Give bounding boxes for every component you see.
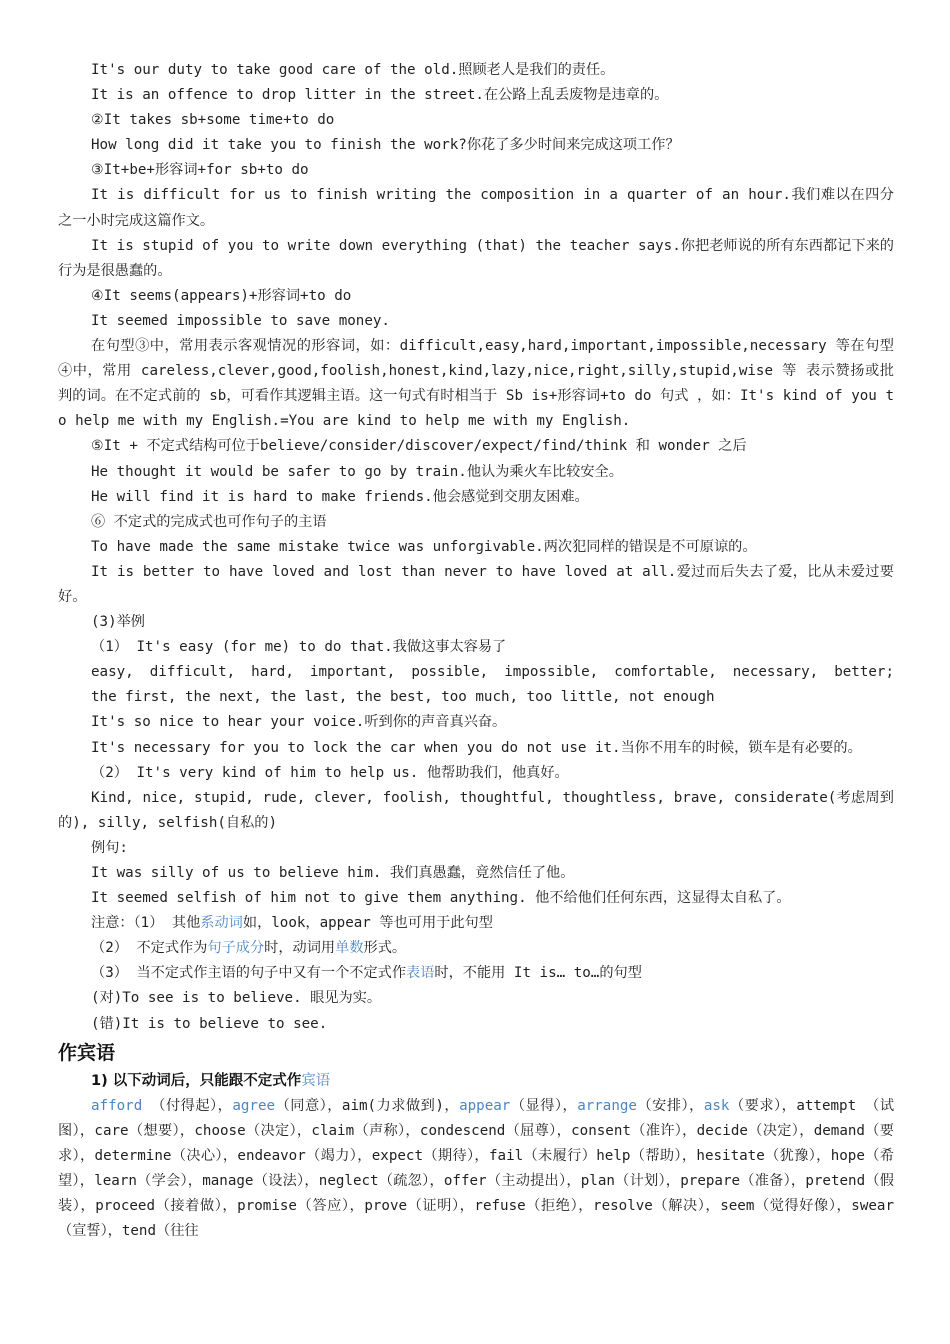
note-line: 注意：（1） 其他系动词如，look，appear 等也可用于此句型: [91, 915, 493, 932]
link-predicative[interactable]: 表语: [406, 965, 435, 982]
example-sentence: It is an offence to drop litter in the street.在公路上乱丢废物是违章的。: [91, 87, 669, 104]
example-sentence: It's our duty to take good care of the old.照顾老人是我们的责任。: [91, 62, 615, 78]
example-sentence: It was silly of us to believe him. 我们真愚蠢，竟然信任了他。: [91, 865, 575, 881]
verb-list: afford （付得起），agree（同意），aim(力求做到)，appear（显得），arrange（安排），ask（要求），attempt （试图），care（想要），choose（决定），claim（声称），condescend（屈尊），consent（准许），decide（决定），demand（要求），determine（决心），endeavor（竭力），expect（期待），fail（未履行）help（帮助），hesitate（犹豫），hope（希望），learn（学会），manage（设法），neglect（疏忽），offer（主动提出），plan（计划），prepare（准备），pretend（假装），proceed（接着做），promise（答应），prove（证明），refuse（拒绝），resolve（解决），seem（觉得好像），swear（宣誓），tend（往往: [58, 1097, 895, 1240]
example-sentence: It seemed selfish of him not to give them anything. 他不给他们任何东西，这显得太自私了。: [91, 890, 791, 907]
subsection-heading: 1) 以下动词后，只能跟不定式作宾语: [91, 1072, 331, 1089]
pattern-heading: ③It+be+形容词+for sb+to do: [91, 162, 309, 179]
link-sentence-element[interactable]: 句子成分: [207, 940, 265, 957]
example-sentence: （1） It's easy (for me) to do that.我做这事太容易了: [91, 639, 507, 656]
explanation-paragraph: 在句型③中，常用表示客观情况的形容词，如：difficult,easy,hard,important,impossible,necessary 等在句型④中，常用 careless,clever,good,foolish,honest,kind,lazy,nice,right,silly,stupid,wise 等 表示赞扬或批判的词。在不定式前的 sb，可看作其逻辑主语。这一句式有时相当于 Sb is+形容词+to do 句式 ，如：It's kind of you to help me with my English.=You are kind to help me with my English.: [58, 338, 894, 430]
link-arrange[interactable]: arrange: [577, 1097, 637, 1114]
example-sentence: It is better to have loved and lost than never to have loved at all.爱过而后失去了爱，比从未爱过要好。: [58, 563, 894, 605]
example-sentence: How long did it take you to finish the work?你花了多少时间来完成这项工作？: [91, 137, 680, 154]
word-list: Kind, nice, stupid, rude, clever, foolish, thoughtful, thoughtless, brave, considerate(考虑周到的), silly, selfish(自私的): [58, 789, 894, 831]
link-appear[interactable]: appear: [459, 1097, 511, 1114]
note-line: （2） 不定式作为句子成分时，动词用单数形式。: [91, 940, 407, 957]
example-sentence: It is stupid of you to write down everything (that) the teacher says.你把老师说的所有东西都记下来的行为是很愚蠢的。: [58, 237, 894, 279]
example-sentence: It's necessary for you to lock the car when you do not use it.当你不用车的时候，锁车是有必要的。: [91, 739, 862, 756]
example-sentence: To have made the same mistake twice was unforgivable.两次犯同样的错误是不可原谅的。: [91, 538, 757, 555]
document-page: [58, 58, 894, 1244]
link-object[interactable]: 宾语: [301, 1072, 331, 1089]
pattern-heading: ④It seems(appears)+形容词+to do: [91, 287, 352, 304]
link-ask[interactable]: ask: [703, 1097, 730, 1114]
link-linking-verb[interactable]: 系动词: [200, 915, 243, 932]
link-afford[interactable]: afford: [91, 1097, 143, 1114]
example-sentence: (错)It is to believe to see.: [91, 1015, 328, 1032]
word-list: easy, difficult, hard, important, possible, impossible, comfortable, necessary, better;: [91, 664, 894, 681]
pattern-heading: ⑤It + 不定式结构可位于believe/consider/discover/expect/find/think 和 wonder 之后: [91, 438, 747, 455]
example-sentence: It is difficult for us to finish writing the composition in a quarter of an hour.我们难以在四分之一小时完成这篇作文。: [58, 187, 894, 229]
example-sentence: He thought it would be safer to go by train.他认为乘火车比较安全。: [91, 463, 623, 480]
pattern-heading: ⑥ 不定式的完成式也可作句子的主语: [91, 513, 327, 530]
example-sentence: （2） It's very kind of him to help us. 他帮助我们，他真好。: [91, 764, 569, 781]
note-line: （3） 当不定式作主语的句子中又有一个不定式作表语时，不能用 It is… to…的句型: [91, 965, 642, 982]
example-sentence: (对)To see is to believe. 眼见为实。: [91, 990, 382, 1007]
link-agree[interactable]: agree: [232, 1097, 276, 1114]
pattern-heading: ②It takes sb+some time+to do: [91, 112, 335, 129]
example-sentence: It's so nice to hear your voice.听到你的声音真兴奋。: [91, 714, 507, 731]
section-heading: 作宾语: [58, 1041, 116, 1064]
word-list: the first, the next, the last, the best, too much, too little, not enough: [91, 689, 715, 706]
subsection-label: (3)举例: [91, 614, 145, 631]
link-singular[interactable]: 单数: [335, 940, 364, 957]
example-sentence: It seemed impossible to save money.: [91, 312, 390, 329]
example-sentence: He will find it is hard to make friends.他会感觉到交朋友困难。: [91, 488, 589, 505]
example-label: 例句:: [91, 839, 128, 856]
